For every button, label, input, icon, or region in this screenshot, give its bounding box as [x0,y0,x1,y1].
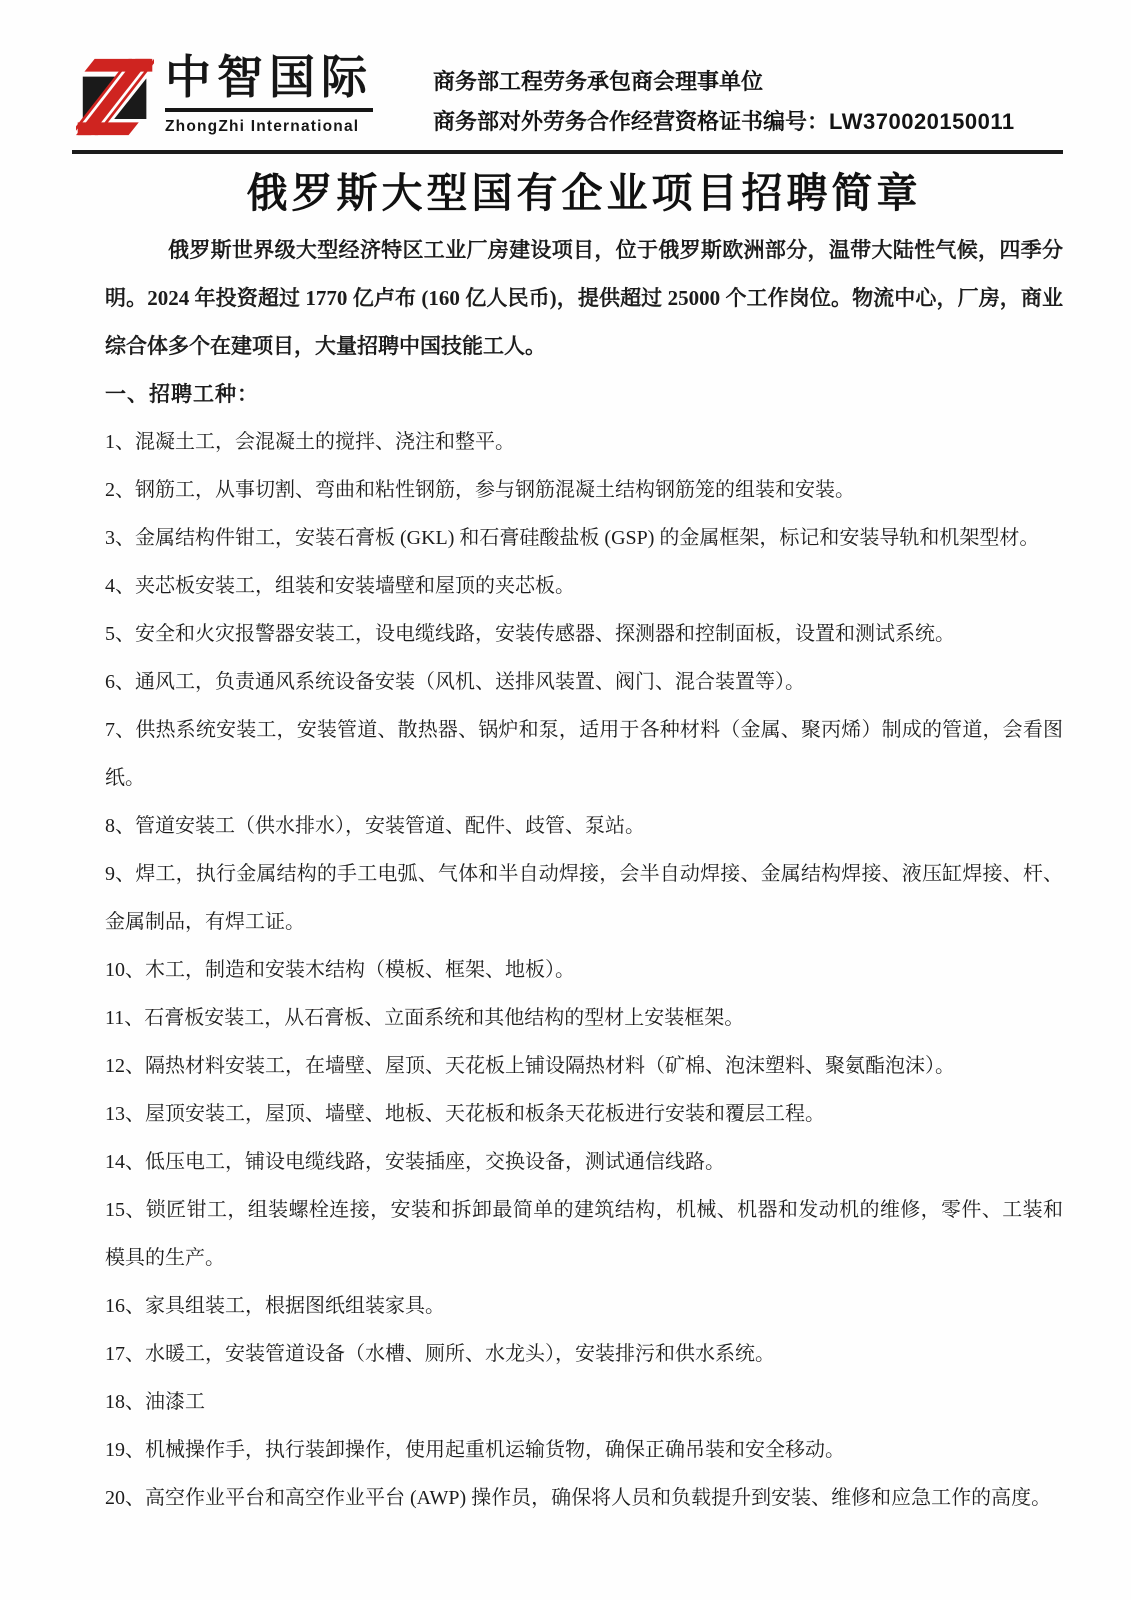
job-item-14: 14、低压电工，铺设电缆线路，安装插座，交换设备，测试通信线路。 [105,1151,725,1173]
job-item-17: 17、水暖工，安装管道设备（水槽、厕所、水龙头），安装排污和供水系统。 [105,1343,775,1365]
zhongzhi-z-logo-icon [76,52,154,142]
job-item-18: 18、油漆工 [105,1391,205,1413]
header [0,0,1131,142]
company-logo [76,52,373,142]
job-item-4: 4、夹芯板安装工，组装和安装墙壁和屋顶的夹芯板。 [105,575,575,597]
document-body [0,168,1131,1522]
job-item-1: 1、混凝土工，会混凝土的搅拌、浇注和整平。 [105,431,515,453]
job-item-19: 19、机械操作手，执行装卸操作，使用起重机运输货物，确保正确吊装和安全移动。 [105,1439,845,1461]
credential-line-2-label: 商务部对外劳务合作经营资格证书编号： [433,109,830,134]
job-item-15: 15、锁匠钳工，组装螺栓连接，安装和拆卸最简单的建筑结构，机械、机器和发动机的维修，零件、工装和模具的生产。 [105,1199,1063,1269]
logo-name-zh: 中智国际 [165,51,373,103]
job-item-10: 10、木工，制造和安装木结构（模板、框架、地板）。 [105,959,575,981]
intro-paragraph: 俄罗斯世界级大型经济特区工业厂房建设项目，位于俄罗斯欧洲部分，温带大陆性气候，四季分明。2024 年投资超过 1770 亿卢布 (160 亿人民币)，提供超过 25000 个工作岗位。物流中心，厂房，商业综合体多个在建项目，大量招聘中国技能工人。 [105,238,1063,358]
job-item-2: 2、钢筋工，从事切割、弯曲和粘性钢筋，参与钢筋混凝土结构钢筋笼的组装和安装。 [105,479,855,501]
job-item-6: 6、通风工，负责通风系统设备安装（风机、送排风装置、阀门、混合装置等）。 [105,671,805,693]
logo-text [165,52,373,136]
job-item-11: 11、石膏板安装工，从石膏板、立面系统和其他结构的型材上安装框架。 [105,1007,745,1029]
job-item-13: 13、屋顶安装工，屋顶、墙壁、地板、天花板和板条天花板进行安装和覆层工程。 [105,1103,825,1125]
job-item-12: 12、隔热材料安装工，在墙壁、屋顶、天花板上铺设隔热材料（矿棉、泡沫塑料、聚氨酯泡沫）。 [105,1055,955,1077]
credential-line-1: 商务部工程劳务承包商会理事单位 [433,69,764,94]
header-divider [72,150,1063,154]
section-heading-recruit-types: 一、招聘工种： [105,382,259,406]
credentials [433,52,1015,135]
logo-name-en: ZhongZhi International [165,108,373,136]
credential-number: LW370020150011 [829,109,1015,134]
job-item-3: 3、金属结构件钳工，安装石膏板 (GKL) 和石膏硅酸盐板 (GSP) 的金属框架，标记和安装导轨和机架型材。 [105,527,1040,549]
credential-line-2 [433,109,1015,135]
job-item-7: 7、供热系统安装工，安装管道、散热器、锅炉和泵，适用于各种材料（金属、聚丙烯）制成的管道，会看图纸。 [105,719,1063,789]
page-title: 俄罗斯大型国有企业项目招聘简章 [246,170,922,216]
job-item-9: 9、焊工，执行金属结构的手工电弧、气体和半自动焊接，会半自动焊接、金属结构焊接、液压缸焊接、杆、金属制品，有焊工证。 [105,863,1063,933]
job-item-20: 20、高空作业平台和高空作业平台 (AWP) 操作员，确保将人员和负载提升到安装、维修和应急工作的高度。 [105,1487,1052,1509]
job-item-16: 16、家具组装工，根据图纸组装家具。 [105,1295,445,1317]
job-item-5: 5、安全和火灾报警器安装工，设电缆线路，安装传感器、探测器和控制面板，设置和测试系统。 [105,623,955,645]
job-item-8: 8、管道安装工（供水排水），安装管道、配件、歧管、泵站。 [105,815,645,837]
